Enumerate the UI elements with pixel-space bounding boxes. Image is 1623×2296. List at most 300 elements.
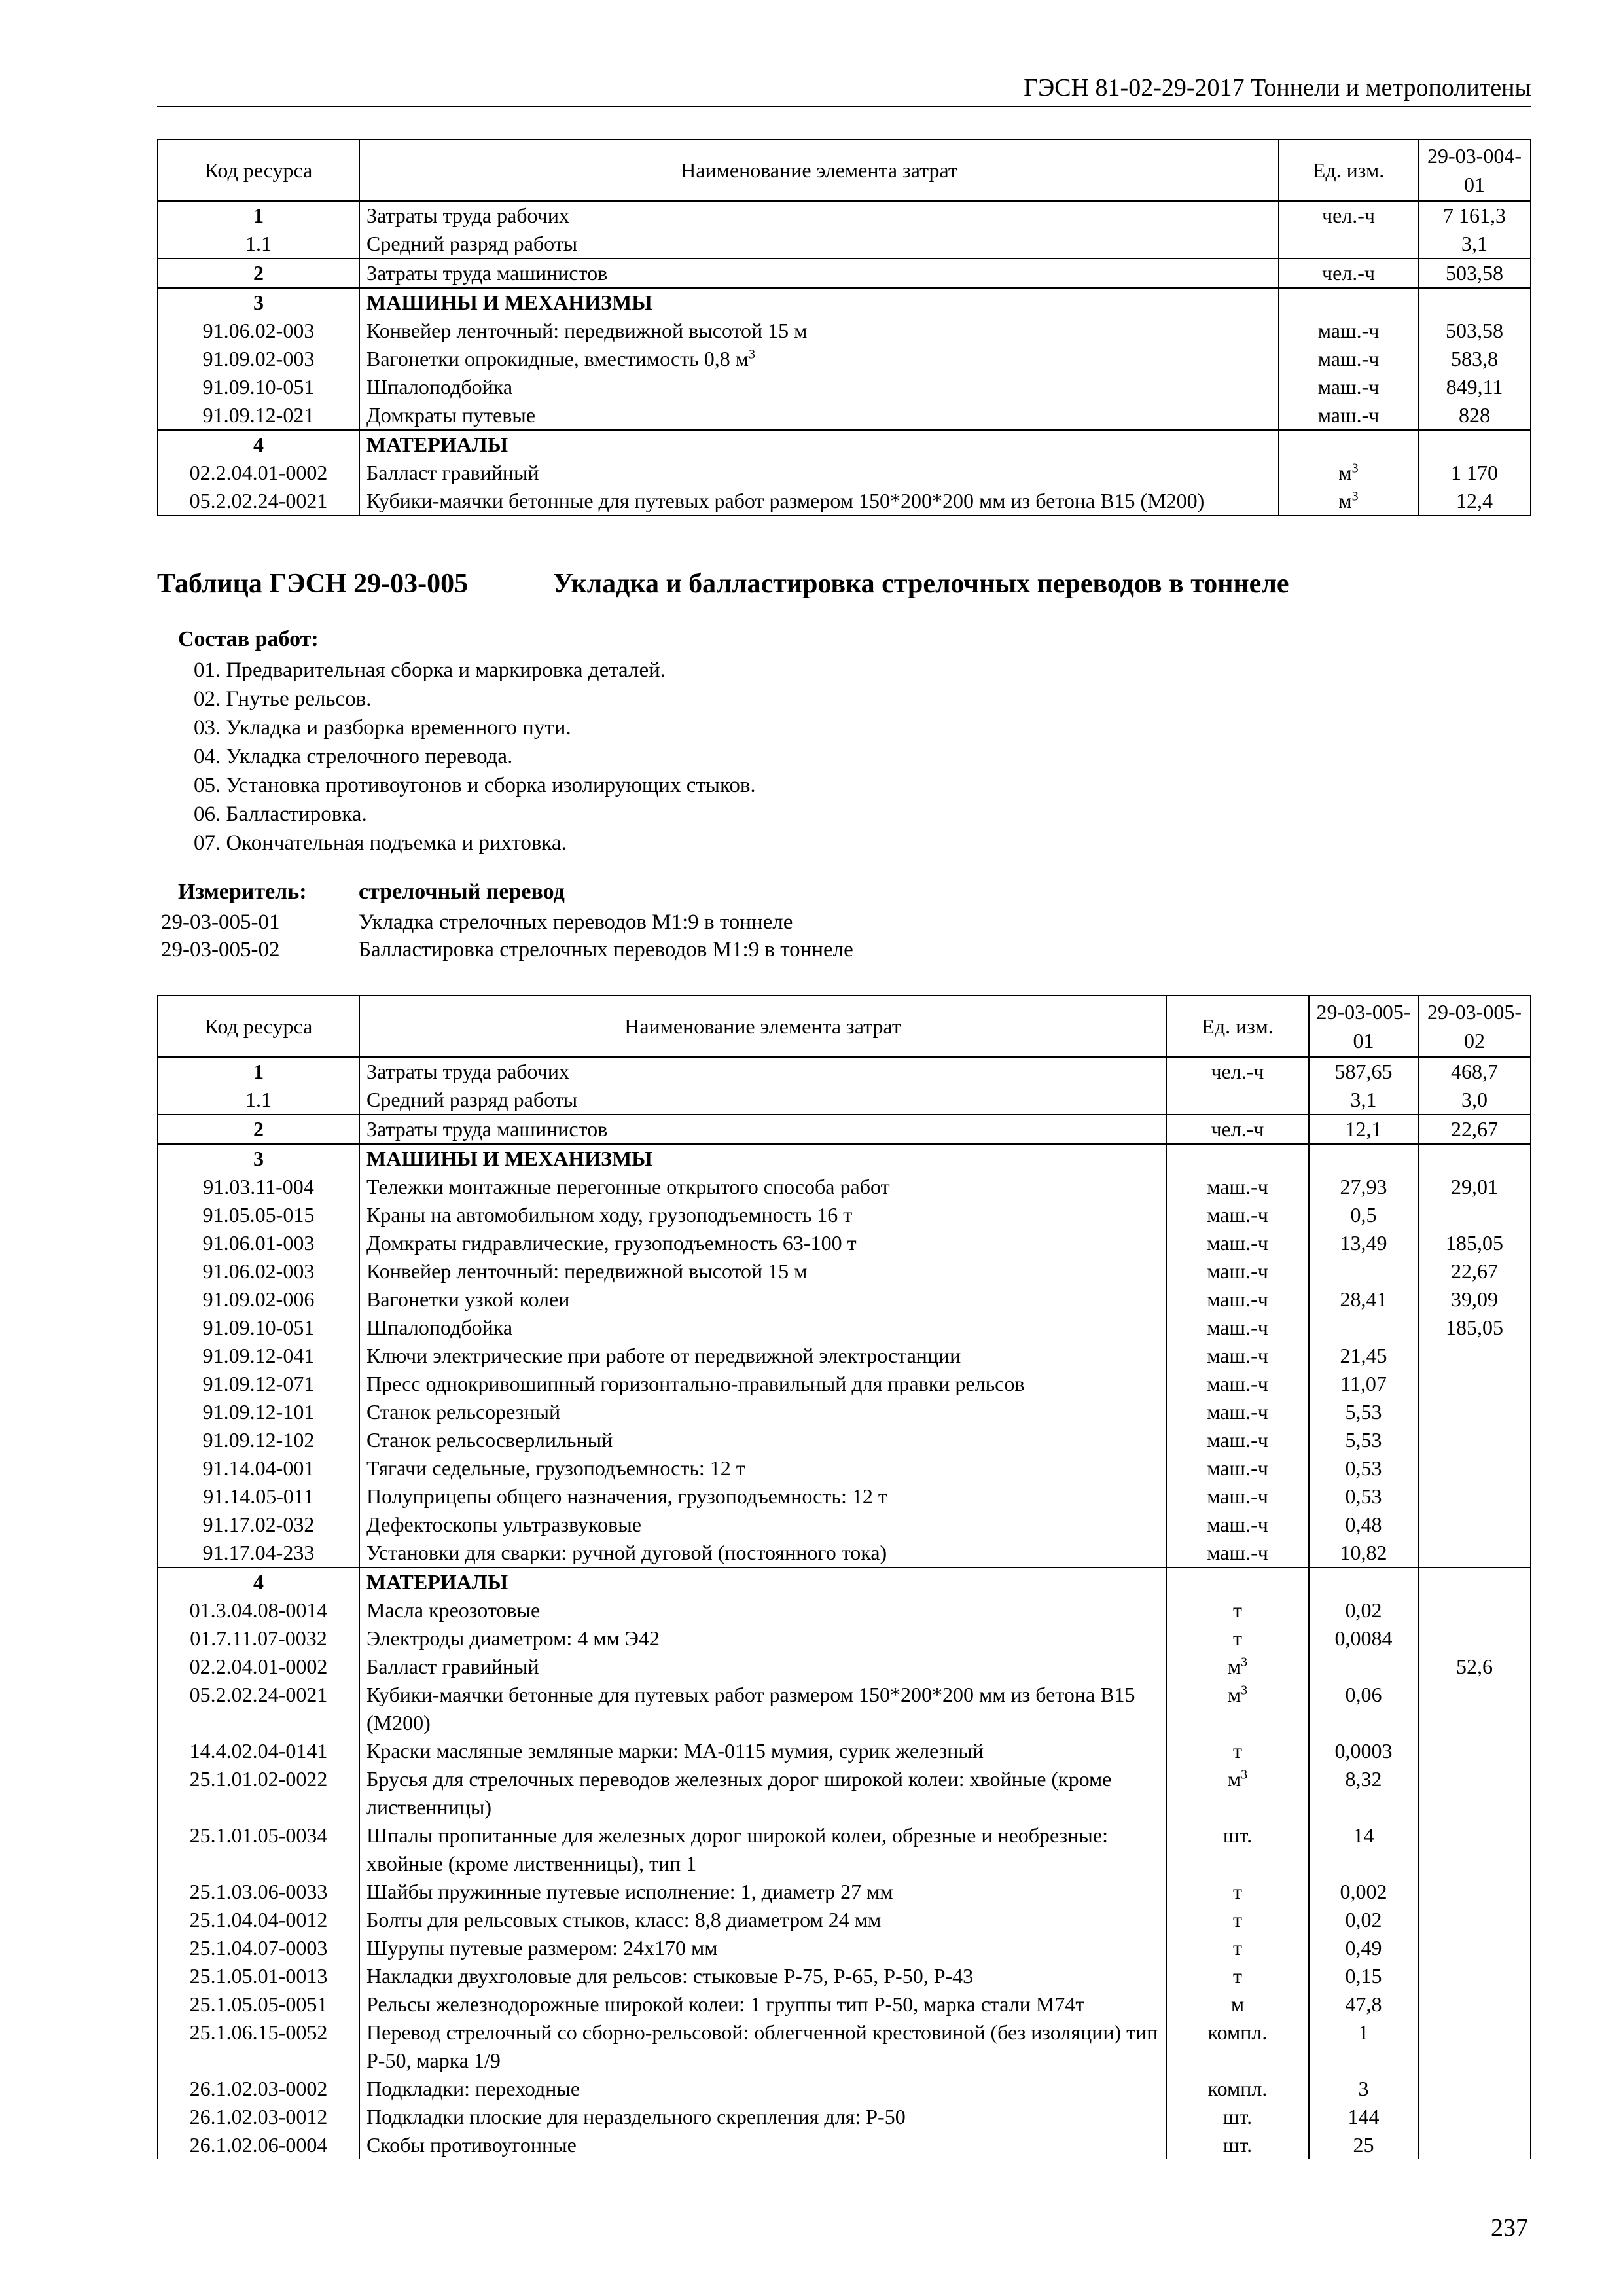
resource-value-v1: 28,41	[1309, 1285, 1418, 1314]
resource-name	[359, 1342, 1166, 1370]
resource-code: 26.1.02.06-0004	[158, 2131, 359, 2159]
resource-unit	[1166, 1057, 1309, 1086]
resource-code: 01.7.11.07-0032	[158, 1624, 359, 1653]
resource-name-text: Краны на автомобильном ходу, грузоподъемность 16 т	[366, 1203, 853, 1227]
work-step: 05. Установка противоугонов и сборка изолирующих стыков.	[194, 774, 756, 797]
resource-unit	[1279, 201, 1418, 230]
unit-superscript: 3	[1351, 461, 1359, 476]
resource-unit-text: компл.	[1207, 2020, 1268, 2044]
resource-name	[359, 401, 1279, 430]
resource-unit-text: м	[1227, 1655, 1241, 1678]
resource-unit	[1166, 1342, 1309, 1370]
resource-value-v1: 0,49	[1309, 1934, 1418, 1962]
resource-value-v1: 47,8	[1309, 1990, 1418, 2018]
resource-code: 25.1.01.05-0034	[158, 1821, 359, 1878]
col-header-unit: Ед. изм.	[1279, 139, 1418, 201]
resource-unit	[1166, 1370, 1309, 1398]
resource-value-v1: 25	[1309, 2131, 1418, 2159]
resource-name	[359, 1144, 1166, 1173]
resource-unit-text: шт.	[1222, 2105, 1253, 2128]
table-row	[158, 1426, 1531, 1454]
resource-value-v2: 29,01	[1418, 1173, 1531, 1201]
resource-name-text: Затраты труда машинистов	[366, 1117, 608, 1141]
resource-unit	[1166, 1539, 1309, 1568]
resource-unit-text: чел.-ч	[1321, 261, 1375, 285]
resource-unit	[1166, 1653, 1309, 1681]
resource-unit	[1166, 1086, 1309, 1115]
resource-unit-text: маш.-ч	[1207, 1400, 1268, 1424]
resource-value-v2	[1418, 1596, 1531, 1624]
resource-value-v1: 21,45	[1309, 1342, 1418, 1370]
resource-unit	[1166, 1454, 1309, 1482]
resource-value-v1: 828	[1418, 401, 1531, 430]
resource-unit	[1166, 1878, 1309, 1906]
resource-name-text: Тягачи седельные, грузоподъемность: 12 т	[366, 1456, 745, 1480]
table-row	[158, 1201, 1531, 1229]
table-row	[158, 1257, 1531, 1285]
resource-unit	[1166, 1285, 1309, 1314]
table-row	[158, 230, 1531, 259]
resource-unit	[1166, 1426, 1309, 1454]
resource-value-v1	[1418, 430, 1531, 459]
resource-name-text: МАТЕРИАЛЫ	[366, 433, 508, 456]
resource-unit-text: маш.-ч	[1207, 1372, 1268, 1395]
resource-name	[359, 1398, 1166, 1426]
resource-unit-text: м	[1338, 461, 1352, 484]
resource-code: 91.09.12-102	[158, 1426, 359, 1454]
resource-unit-text: м	[1227, 1683, 1241, 1706]
resource-value-v2	[1418, 1511, 1531, 1539]
resource-unit-text: маш.-ч	[1317, 375, 1380, 399]
table-row	[158, 288, 1531, 317]
resource-value-v2	[1418, 1990, 1531, 2018]
resource-name-text: Установки для сварки: ручной дуговой (постоянного тока)	[366, 1541, 887, 1564]
norm-item-code: 29-03-005-02	[161, 938, 280, 961]
resource-code: 91.17.04-233	[158, 1539, 359, 1568]
resource-code: 91.14.05-011	[158, 1482, 359, 1511]
resource-value-v2	[1418, 1624, 1531, 1653]
norm-item-text: Балластировка стрелочных переводов М1:9 в тоннеле	[359, 938, 853, 961]
resource-name	[359, 1596, 1166, 1624]
resource-name	[359, 1370, 1166, 1398]
resource-value-v1: 27,93	[1309, 1173, 1418, 1201]
table-row	[158, 1454, 1531, 1482]
resource-code: 91.09.10-051	[158, 1314, 359, 1342]
resource-value-v2	[1418, 1482, 1531, 1511]
unit-superscript: 3	[1241, 1767, 1248, 1782]
resource-code: 3	[158, 288, 359, 317]
resource-name-text: Шурупы путевые размером: 24х170 мм	[366, 1936, 718, 1960]
resource-unit	[1166, 2131, 1309, 2159]
unit-superscript: 3	[1351, 489, 1359, 504]
table-row	[158, 1596, 1531, 1624]
resource-unit-text: маш.-ч	[1317, 347, 1380, 370]
resource-value-v1: 587,65	[1309, 1057, 1418, 1086]
resource-unit-text: т	[1233, 1626, 1242, 1650]
resource-name-text: Шайбы пружинные путевые исполнение: 1, диаметр 27 мм	[366, 1880, 893, 1903]
resource-code: 91.17.02-032	[158, 1511, 359, 1539]
table-row	[158, 1624, 1531, 1653]
resource-code: 25.1.04.07-0003	[158, 1934, 359, 1962]
resource-value-v1	[1418, 288, 1531, 317]
resource-name-text: Шпалоподбойка	[366, 375, 513, 399]
resource-name	[359, 1426, 1166, 1454]
resource-value-v1: 5,53	[1309, 1426, 1418, 1454]
table-row	[158, 1737, 1531, 1765]
resource-name	[359, 1115, 1166, 1144]
resource-unit-text: шт.	[1222, 2133, 1253, 2157]
resource-value-v2	[1418, 1539, 1531, 1568]
table-row	[158, 1144, 1531, 1173]
resource-value-v2: 468,7	[1418, 1057, 1531, 1086]
resource-unit	[1166, 1906, 1309, 1934]
table-row	[158, 1878, 1531, 1906]
table-row	[158, 1086, 1531, 1115]
resource-name-text: Рельсы железнодорожные широкой колеи: 1 группы тип Р-50, марка стали М74т	[366, 1992, 1085, 2016]
resource-value-v2: 3,0	[1418, 1086, 1531, 1115]
resource-unit-text: маш.-ч	[1207, 1513, 1268, 1536]
resource-name	[359, 1257, 1166, 1285]
resource-code: 91.09.12-021	[158, 401, 359, 430]
resource-unit-text: шт.	[1222, 1823, 1253, 1847]
resource-name-text: МАТЕРИАЛЫ	[366, 1570, 508, 1594]
resource-name-text: Скобы противоугонные	[366, 2133, 577, 2157]
resource-value-v2	[1418, 1737, 1531, 1765]
resource-unit	[1279, 259, 1418, 288]
resource-name-text: Затраты труда машинистов	[366, 261, 608, 285]
resource-unit-text: т	[1233, 1964, 1242, 1988]
resource-name-text: Электроды диаметром: 4 мм Э42	[366, 1626, 660, 1650]
resource-unit-text: т	[1233, 1880, 1242, 1903]
resource-unit	[1166, 1624, 1309, 1653]
resource-value-v2: 185,05	[1418, 1314, 1531, 1342]
table-row	[158, 1990, 1531, 2018]
resource-name-text: Конвейер ленточный: передвижной высотой 15 м	[366, 319, 808, 342]
table-row	[158, 2075, 1531, 2103]
resource-code: 05.2.02.24-0021	[158, 1681, 359, 1737]
resource-name-text: Станок рельсосверлильный	[366, 1428, 613, 1452]
resource-value-v1: 849,11	[1418, 373, 1531, 401]
resource-value-v1: 0,48	[1309, 1511, 1418, 1539]
table-row	[158, 487, 1531, 516]
resource-value-v2	[1418, 1568, 1531, 1596]
resource-code: 2	[158, 259, 359, 288]
resource-value-v1	[1309, 1568, 1418, 1596]
resource-name	[359, 1173, 1166, 1201]
table-row	[158, 1229, 1531, 1257]
resource-name	[359, 288, 1279, 317]
resource-value-v1: 1 170	[1418, 459, 1531, 487]
resource-value-v1: 0,02	[1309, 1906, 1418, 1934]
resource-value-v1: 0,002	[1309, 1878, 1418, 1906]
resource-name	[359, 1653, 1166, 1681]
table-row	[158, 401, 1531, 430]
table-row	[158, 459, 1531, 487]
resource-unit	[1166, 1173, 1309, 1201]
resource-value-v1: 7 161,3	[1418, 201, 1531, 230]
resource-unit	[1166, 1511, 1309, 1539]
resource-name-text: Средний разряд работы	[366, 232, 578, 255]
table-title-text: Укладка и балластировка стрелочных переводов в тоннеле	[553, 569, 1289, 599]
resource-name-text: Подкладки плоские для нераздельного скрепления для: Р-50	[366, 2105, 906, 2128]
resource-unit-text: маш.-ч	[1207, 1456, 1268, 1480]
resource-code: 1.1	[158, 230, 359, 259]
resource-unit	[1166, 1596, 1309, 1624]
table-row	[158, 1681, 1531, 1737]
resource-name	[359, 1737, 1166, 1765]
resource-name	[359, 1568, 1166, 1596]
resource-code: 91.09.12-041	[158, 1342, 359, 1370]
table-row	[158, 2131, 1531, 2159]
resource-code: 25.1.06.15-0052	[158, 2018, 359, 2075]
resource-unit	[1166, 2103, 1309, 2131]
resource-name-text: Масла креозотовые	[366, 1598, 541, 1622]
resource-unit	[1279, 401, 1418, 430]
table-row	[158, 1765, 1531, 1821]
resource-value-v1: 12,1	[1309, 1115, 1418, 1144]
table-row	[158, 1342, 1531, 1370]
norm-item	[161, 908, 853, 936]
resource-value-v1: 0,0084	[1309, 1624, 1418, 1653]
resource-name-text: Шпалоподбойка	[366, 1316, 513, 1339]
resource-name	[359, 1314, 1166, 1342]
resource-name-text: Кубики-маячки бетонные для путевых работ размером 150*200*200 мм из бетона В15 (М200)	[366, 1683, 1135, 1734]
resource-name-text: Полуприцепы общего назначения, грузоподъемность: 12 т	[366, 1484, 887, 1508]
resource-unit	[1166, 1821, 1309, 1878]
resource-name-text: Болты для рельсовых стыков, класс: 8,8 диаметром 24 мм	[366, 1908, 882, 1931]
resource-unit-text: т	[1233, 1739, 1242, 1763]
resource-unit	[1166, 1229, 1309, 1257]
resource-name-text: Станок рельсорезный	[366, 1400, 561, 1424]
resource-unit-text: маш.-ч	[1207, 1316, 1268, 1339]
resource-name	[359, 1624, 1166, 1653]
resource-value-v2	[1418, 1398, 1531, 1426]
resource-name	[359, 1482, 1166, 1511]
resource-name-text: МАШИНЫ И МЕХАНИЗМЫ	[366, 291, 652, 314]
resource-name	[359, 2075, 1166, 2103]
work-step: 03. Укладка и разборка временного пути.	[194, 716, 571, 740]
resource-name-text: Конвейер ленточный: передвижной высотой 15 м	[366, 1259, 808, 1283]
resource-code: 25.1.03.06-0033	[158, 1878, 359, 1906]
resource-unit	[1166, 1314, 1309, 1342]
resource-code: 91.09.02-006	[158, 1285, 359, 1314]
resource-name-text: Ключи электрические при работе от передвижной электростанции	[366, 1344, 961, 1367]
resource-value-v2	[1418, 1906, 1531, 1934]
resource-code: 91.03.11-004	[158, 1173, 359, 1201]
resource-value-v1: 1	[1309, 2018, 1418, 2075]
resource-unit	[1279, 487, 1418, 516]
resource-name	[359, 1878, 1166, 1906]
resource-unit	[1279, 373, 1418, 401]
resource-value-v2: 185,05	[1418, 1229, 1531, 1257]
work-step: 06. Балластировка.	[194, 802, 367, 826]
resource-name-text: Вагонетки узкой колеи	[366, 1287, 570, 1311]
resource-unit-text: маш.-ч	[1207, 1287, 1268, 1311]
resource-name	[359, 1511, 1166, 1539]
norm-item	[161, 936, 853, 963]
table-row	[158, 1285, 1531, 1314]
resource-unit-text: т	[1233, 1936, 1242, 1960]
resource-code: 91.14.04-001	[158, 1454, 359, 1482]
table-row	[158, 1057, 1531, 1086]
table-row	[158, 1398, 1531, 1426]
resource-code: 25.1.05.01-0013	[158, 1962, 359, 1990]
table-row	[158, 1511, 1531, 1539]
resource-unit	[1166, 2075, 1309, 2103]
resource-code: 4	[158, 1568, 359, 1596]
table-row	[158, 430, 1531, 459]
resource-name	[359, 345, 1279, 373]
resource-name	[359, 373, 1279, 401]
resource-name	[359, 2018, 1166, 2075]
resource-value-v2	[1418, 2018, 1531, 2075]
resource-unit	[1166, 1681, 1309, 1737]
resource-name	[359, 1057, 1166, 1086]
norm-item-text: Укладка стрелочных переводов М1:9 в тоннеле	[359, 910, 793, 934]
resource-value-v1: 11,07	[1309, 1370, 1418, 1398]
resource-unit	[1166, 2018, 1309, 2075]
resource-name	[359, 1086, 1166, 1115]
resource-code: 91.06.02-003	[158, 1257, 359, 1285]
resource-value-v2	[1418, 2131, 1531, 2159]
resource-value-v2	[1418, 1681, 1531, 1737]
resource-unit-text: т	[1233, 1598, 1242, 1622]
resource-code: 05.2.02.24-0021	[158, 487, 359, 516]
resource-value-v2	[1418, 2103, 1531, 2131]
resource-code: 02.2.04.01-0002	[158, 459, 359, 487]
table-row	[158, 1962, 1531, 1990]
resource-unit-text: чел.-ч	[1321, 204, 1375, 227]
resource-unit	[1166, 1257, 1309, 1285]
resource-value-v1: 5,53	[1309, 1398, 1418, 1426]
resource-value-v2	[1418, 1201, 1531, 1229]
norm-item-code: 29-03-005-01	[161, 910, 280, 934]
resource-value-v1: 503,58	[1418, 259, 1531, 288]
resource-unit	[1166, 1737, 1309, 1765]
resource-value-v2	[1418, 1426, 1531, 1454]
resource-value-v2: 22,67	[1418, 1257, 1531, 1285]
resource-value-v1	[1309, 1144, 1418, 1173]
table-row	[158, 1314, 1531, 1342]
resource-name	[359, 1934, 1166, 1962]
resource-unit-text: чел.-ч	[1211, 1060, 1264, 1083]
resource-code: 91.06.01-003	[158, 1229, 359, 1257]
resource-code: 1	[158, 201, 359, 230]
resource-name-text: Шпалы пропитанные для железных дорог широкой колеи, обрезные и необрезные: хвойные (кроме лиственницы), тип 1	[366, 1823, 1108, 1875]
resource-value-v1: 14	[1309, 1821, 1418, 1878]
resource-name-text: Домкраты гидравлические, грузоподъемность 63-100 т	[366, 1231, 857, 1255]
resource-unit-text: маш.-ч	[1207, 1541, 1268, 1564]
resource-unit	[1279, 430, 1418, 459]
resource-unit-text: маш.-ч	[1207, 1259, 1268, 1283]
resource-name-text: Пресс однокривошипный горизонтально-правильный для правки рельсов	[366, 1372, 1025, 1395]
resource-code: 4	[158, 430, 359, 459]
resource-unit-text: м	[1227, 1767, 1241, 1791]
resource-name	[359, 1906, 1166, 1934]
unit-superscript: 3	[1241, 1655, 1248, 1670]
resource-name	[359, 1201, 1166, 1229]
resource-name-text: Средний разряд работы	[366, 1088, 578, 1111]
resource-name	[359, 487, 1279, 516]
resource-unit-text: чел.-ч	[1211, 1117, 1264, 1141]
resource-value-v1: 0,0003	[1309, 1737, 1418, 1765]
resource-unit	[1166, 1201, 1309, 1229]
col-header-code: Код ресурса	[158, 139, 359, 201]
resource-value-v1: 0,15	[1309, 1962, 1418, 1990]
resource-value-v1: 3	[1309, 2075, 1418, 2103]
resource-name	[359, 230, 1279, 259]
table-row	[158, 1173, 1531, 1201]
measure-label: Измеритель:	[178, 880, 307, 904]
col-header-value-1: 29-03-005-01	[1309, 996, 1418, 1057]
resource-name	[359, 1681, 1166, 1737]
resource-unit-text: компл.	[1207, 2077, 1268, 2100]
table-row	[158, 1115, 1531, 1144]
table-row	[158, 1539, 1531, 1568]
resource-code: 91.06.02-003	[158, 317, 359, 345]
resource-name	[359, 1962, 1166, 1990]
resource-name-text: Балласт гравийный	[366, 461, 539, 484]
resource-unit-text: маш.-ч	[1317, 403, 1380, 427]
resource-name-text: МАШИНЫ И МЕХАНИЗМЫ	[366, 1147, 652, 1170]
resource-unit-text: м	[1230, 1992, 1245, 2016]
resource-name	[359, 1821, 1166, 1878]
table-row	[158, 1653, 1531, 1681]
resource-name-text: Затраты труда рабочих	[366, 1060, 569, 1083]
resource-value-v2	[1418, 1934, 1531, 1962]
resource-name	[359, 259, 1279, 288]
resource-code: 14.4.02.04-0141	[158, 1737, 359, 1765]
resource-name	[359, 1229, 1166, 1257]
resource-name	[359, 2103, 1166, 2131]
resource-name-text: Брусья для стрелочных переводов железных дорог широкой колеи: хвойные (кроме лиственницы)	[366, 1767, 1112, 1819]
resource-unit-text: маш.-ч	[1207, 1231, 1268, 1255]
unit-superscript: 3	[1241, 1683, 1248, 1698]
resource-value-v1: 503,58	[1418, 317, 1531, 345]
norm-items-list	[161, 908, 853, 963]
resource-unit	[1166, 1962, 1309, 1990]
works-list	[194, 656, 756, 857]
resource-unit-text: т	[1233, 1908, 1242, 1931]
table-row	[158, 317, 1531, 345]
resource-unit	[1279, 230, 1418, 259]
resource-unit	[1166, 1398, 1309, 1426]
resource-code: 25.1.01.02-0022	[158, 1765, 359, 1821]
resource-name	[359, 1285, 1166, 1314]
resource-name-text: Перевод стрелочный со сборно-рельсовой: облегченной крестовиной (без изоляции) тип Р-50, марка 1/9	[366, 2020, 1158, 2072]
resource-name	[359, 201, 1279, 230]
resource-code: 25.1.05.05-0051	[158, 1990, 359, 2018]
measure-unit: стрелочный перевод	[359, 880, 565, 904]
work-step: 01. Предварительная сборка и маркировка деталей.	[194, 658, 666, 682]
table-row	[158, 373, 1531, 401]
resource-value-v1: 0,5	[1309, 1201, 1418, 1229]
resource-value-v2	[1418, 1821, 1531, 1878]
resource-code: 3	[158, 1144, 359, 1173]
resource-unit	[1279, 459, 1418, 487]
resource-value-v2	[1418, 1878, 1531, 1906]
resource-code: 01.3.04.08-0014	[158, 1596, 359, 1624]
resource-value-v1: 583,8	[1418, 345, 1531, 373]
resource-name-text: Накладки двухголовые для рельсов: стыковые Р-75, Р-65, Р-50, Р-43	[366, 1964, 974, 1988]
resource-value-v2	[1418, 1454, 1531, 1482]
resource-unit-text: маш.-ч	[1207, 1484, 1268, 1508]
resource-unit	[1166, 1934, 1309, 1962]
col-header-name: Наименование элемента затрат	[359, 139, 1279, 201]
resource-code: 91.09.12-071	[158, 1370, 359, 1398]
resource-name-text: Подкладки: переходные	[366, 2077, 580, 2100]
resource-value-v2: 39,09	[1418, 1285, 1531, 1314]
